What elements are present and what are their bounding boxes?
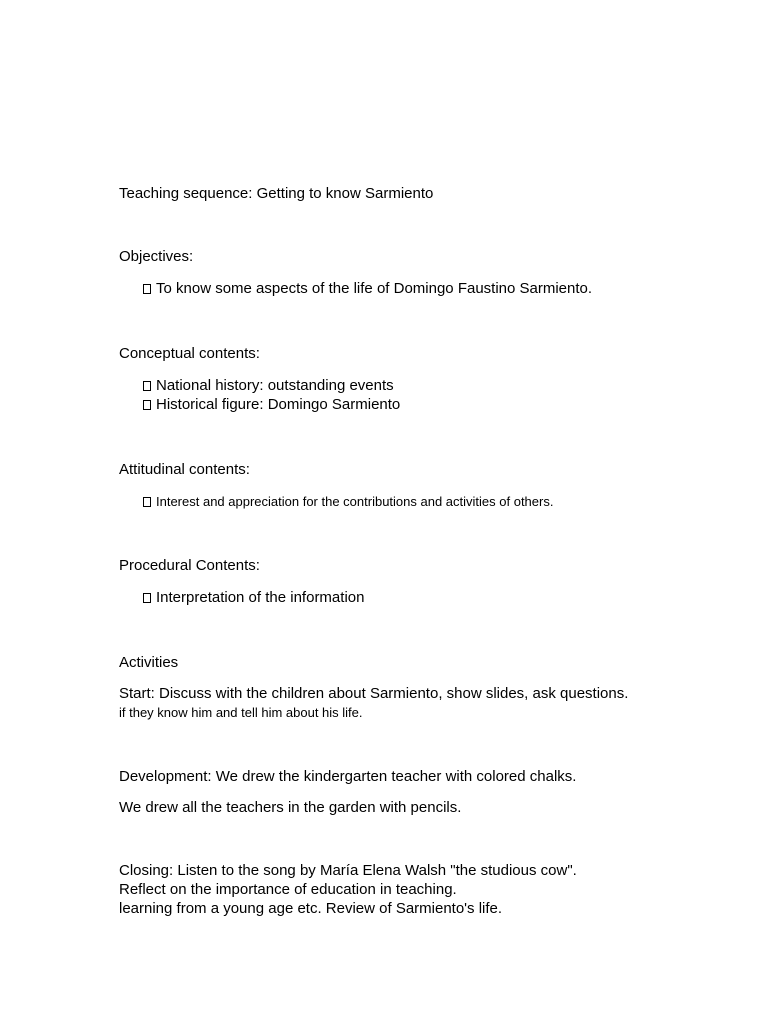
activities-development: Development: We drew the kindergarten teacher with colored chalks.	[119, 768, 577, 785]
procedural-item-text: Interpretation of the information	[156, 589, 365, 606]
conceptual-item	[143, 395, 400, 414]
activities-start-continued: if they know him and tell him about his life.	[119, 705, 363, 720]
conceptual-item-text: National history: outstanding events	[156, 377, 394, 394]
bullet-box-icon	[143, 400, 151, 410]
activities-development-continued: We drew all the teachers in the garden with pencils.	[119, 799, 462, 816]
document-title: Teaching sequence: Getting to know Sarmiento	[119, 185, 434, 202]
bullet-box-icon	[143, 381, 151, 391]
conceptual-item-text: Historical figure: Domingo Sarmiento	[156, 396, 401, 413]
objectives-item-text: To know some aspects of the life of Domingo Faustino Sarmiento.	[156, 280, 593, 297]
conceptual-heading: Conceptual contents:	[119, 345, 260, 362]
activities-start: Start: Discuss with the children about Sarmiento, show slides, ask questions.	[119, 685, 629, 702]
attitudinal-item	[143, 494, 553, 510]
activities-heading: Activities	[119, 654, 179, 671]
bullet-box-icon	[143, 593, 151, 603]
bullet-box-icon	[143, 284, 151, 294]
procedural-item	[143, 588, 364, 607]
activities-closing: Closing: Listen to the song by María Elena Walsh "the studious cow".	[119, 862, 577, 879]
objectives-item	[143, 279, 592, 298]
attitudinal-item-text: Interest and appreciation for the contributions and activities of others.	[156, 494, 554, 509]
attitudinal-heading: Attitudinal contents:	[119, 461, 250, 478]
procedural-heading: Procedural Contents:	[119, 557, 260, 574]
conceptual-item	[143, 376, 394, 395]
bullet-box-icon	[143, 497, 151, 507]
objectives-heading: Objectives:	[119, 248, 194, 265]
activities-closing-continued: Reflect on the importance of education in teaching.	[119, 881, 457, 898]
activities-closing-continued: learning from a young age etc. Review of Sarmiento's life.	[119, 900, 503, 917]
